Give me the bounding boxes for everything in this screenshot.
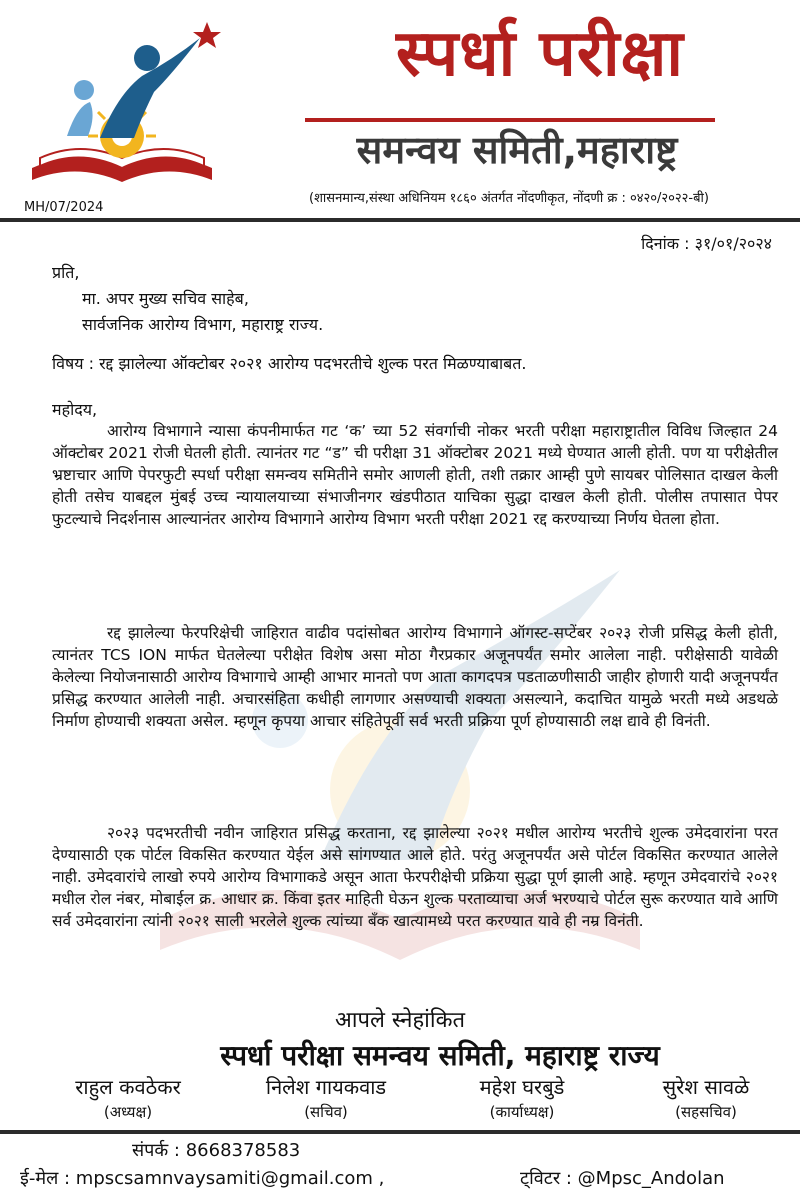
title-underline — [305, 118, 715, 122]
paragraph-1 — [52, 420, 778, 530]
paragraph-text: आरोग्य विभागाने न्यासा कंपनीमार्फत गट ‘क’ च्या 52 संवर्गाची नोकर भरती परीक्षा महाराष्ट्रातील विविध जिल्हात 24 ऑक्टोबर 2021 रोजी घेतली होती. त्यानंतर गट “ड” ची परीक्षा 31 ऑक्टोबर 2021 मध्ये घेण्यात आली होती. पण या परीक्षेतील भ्रष्टाचार आणि पेपरफुटी स्पर्धा परीक्षा समन्वय समितीने समोर आणली होती, तशी तक्रार आम्ही पुणे सायबर पोलिसात दाखल केली होती तसेच याबद्दल मुंबई उच्च न्यायालयाच्या संभाजीनगर खंडपीठात याचिका सुद्धा दाखल केली होती. पोलीस तपासात पेपर फुटल्याचे निदर्शनास आल्यानंतर आरोग्य विभागाने आरोग्य विभाग भरती परीक्षा 2021 रद्द करण्याच्या निर्णय घेतला होता. — [52, 422, 778, 528]
signatory-name: महेश घरबुडे — [479, 1075, 565, 1099]
signatory-name: सुरेश सावळे — [662, 1075, 750, 1099]
signatories — [0, 1074, 800, 1134]
contact-twitter: ट्विटर : @Mpsc_Andolan — [520, 1168, 725, 1189]
organization-subtitle: समन्वय समिती,महाराष्ट्र — [356, 128, 678, 172]
paragraph-text: रद्द झालेल्या फेरपरिक्षेची जाहिरात वाढीव पदांसोबत आरोग्य विभागाने ऑगस्ट-सप्टेंबर २०२३ रोजी प्रसिद्ध केली होती, त्यानंतर TCS ION मार्फत घेतलेल्या परीक्षेत विशेष असा मोठा गैरप्रकार अजूनपर्यंत समोर आलेला नाही. परीक्षेसाठी यावेळी केलेल्या नियोजनासाठी आरोग्य विभागाचे आम्ही आभार मानतो पण आता कागदपत्र पडताळणीसाठी जाहीर होणारी यादी अजूनपर्यंत प्रसिद्ध करण्यात आलेली नाही. अचारसंहिता कधीही लागणार असण्याची शक्यता असल्याने, कदाचित यामुळे भरती मध्ये अडथळे निर्माण होण्याची शक्यता असेल. म्हणून कृपया आचार संहितेपूर्वी सर्व भरती प्रक्रिया पूर्ण होण्यासाठी लक्ष द्यावे ही विनंती. — [52, 624, 778, 730]
signatory-name: राहुल कवठेकर — [75, 1075, 181, 1099]
signatory-joint-secretary — [616, 1074, 796, 1124]
organization-logo-icon — [22, 18, 222, 198]
recipient-department: सार्वजनिक आरोग्य विभाग, महाराष्ट्र राज्य. — [82, 315, 324, 334]
signatory-role: (कार्याध्यक्ष) — [489, 1103, 555, 1121]
recipient-block — [52, 260, 323, 338]
registration-code: MH/07/2024 — [24, 200, 104, 215]
signatory-working-president — [432, 1074, 612, 1124]
closing-phrase: आपले स्नेहांकित — [334, 1008, 466, 1033]
letter-date: दिनांक : ३१/०१/२०२४ — [641, 234, 772, 253]
recipient-name: मा. अपर मुख्य सचिव साहेब, — [82, 289, 249, 308]
organization-title: स्पर्धा परीक्षा — [395, 17, 685, 91]
footer-divider — [0, 1130, 800, 1134]
recipient-label: प्रति, — [52, 263, 80, 282]
letterhead — [0, 0, 800, 222]
paragraph-3 — [52, 822, 778, 932]
contact-email: ई-मेल : mpscsamnvaysamiti@gmail.com , — [20, 1168, 385, 1189]
signatory-role: (सहसचिव) — [675, 1103, 737, 1121]
letter-subject: विषय : रद्द झालेल्या ऑक्टोबर २०२१ आरोग्य पदभरतीचे शुल्क परत मिळण्याबाबत. — [52, 354, 527, 373]
signatory-role: (अध्यक्ष) — [103, 1103, 153, 1121]
signatory-secretary — [236, 1074, 416, 1124]
registration-details: (शासनमान्य,संस्था अधिनियम १८६० अंतर्गत नोंदणीकृत, नोंदणी क्र : ०४२०/२०२२-बी) — [309, 191, 709, 206]
paragraph-text: २०२३ पदभरतीची नवीन जाहिरात प्रसिद्ध करताना, रद्द झालेल्या २०२१ मधील आरोग्य भरतीचे शुल्क उमेदवारांना परत देण्यासाठी एक पोर्टल विकसित करण्यात येईल असे सांगण्यात आले होते. परंतु अजूनपर्यंत असे पोर्टल विकसित करण्यात आलेले नाही. उमेदवारांचे लाखो रुपये आरोग्य विभागाकडे असून आता फेरपरीक्षेची प्रक्रिया सुद्धा पूर्ण झाली आहे. म्हणून उमेदवारांचे २०२१ मधील रोल नंबर, मोबाईल क्र. आधार क्र. किंवा इतर माहिती घेऊन शुल्क परताव्याचा अर्ज भरण्याचे पोर्टल सुरू करण्यात यावे आणि सर्व उमेदवारांना त्यांनी २०२१ साली भरलेले शुल्क त्यांच्या बँक खात्यामध्ये परत करण्यात यावे ही नम्र विनंती. — [52, 824, 778, 930]
header-divider — [0, 218, 800, 222]
signatory-role: (सचिव) — [304, 1103, 348, 1121]
contact-phone: संपर्क : 8668378583 — [132, 1140, 301, 1161]
signatory-president — [38, 1074, 218, 1124]
signatory-name: निलेश गायकवाड — [265, 1075, 387, 1099]
salutation: महोदय, — [52, 400, 98, 419]
organization-signature: स्पर्धा परीक्षा समन्वय समिती, महाराष्ट्र राज्य — [220, 1039, 660, 1072]
paragraph-2 — [52, 622, 778, 732]
